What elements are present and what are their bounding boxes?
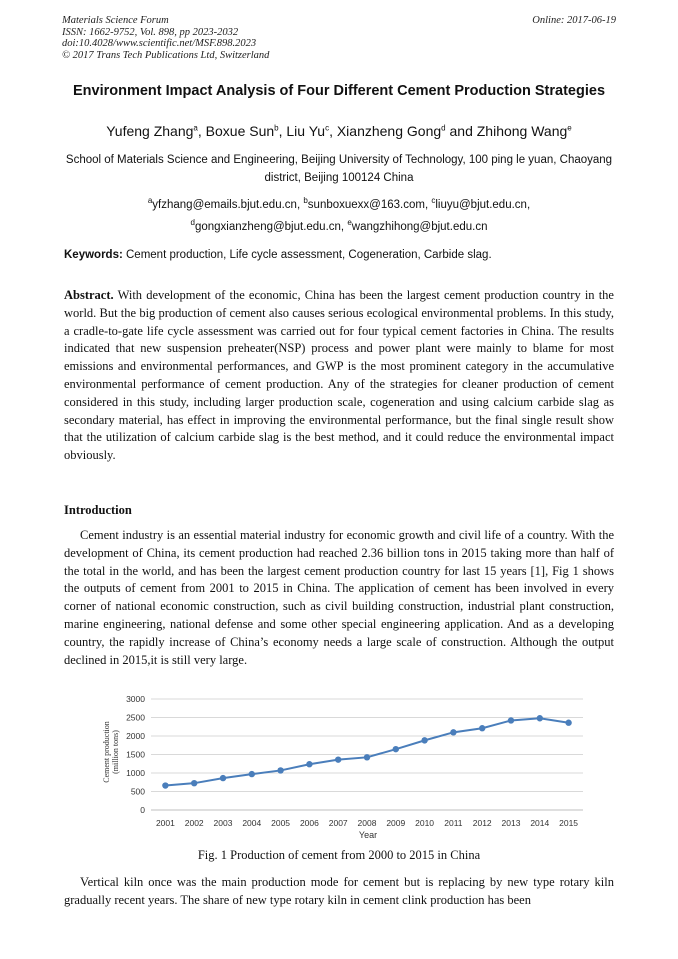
x-tick-label: 2010 bbox=[415, 818, 435, 828]
x-tick-label: 2007 bbox=[328, 818, 348, 828]
email-mark: e bbox=[347, 217, 352, 227]
x-axis-label: Year bbox=[358, 830, 378, 840]
email-separator: , bbox=[296, 198, 304, 211]
data-point bbox=[393, 746, 399, 752]
author-separator: , bbox=[278, 123, 287, 139]
author-list bbox=[40, 123, 638, 139]
author-name: Yufeng Zhang bbox=[106, 123, 194, 139]
data-point bbox=[421, 737, 427, 743]
email-address[interactable]: yfzhang@emails.bjut.edu.cn bbox=[152, 198, 297, 211]
author-name: Boxue Sun bbox=[205, 123, 275, 139]
data-point bbox=[508, 717, 514, 723]
x-tick-label: 2013 bbox=[501, 818, 521, 828]
data-point bbox=[537, 715, 543, 721]
author-separator: , bbox=[329, 123, 337, 139]
y-tick-label: 500 bbox=[130, 786, 145, 797]
data-point bbox=[335, 756, 341, 762]
x-tick-label: 2006 bbox=[299, 818, 319, 828]
author-affil-mark: b bbox=[274, 123, 279, 133]
series-line bbox=[165, 718, 568, 785]
author-affil-mark: a bbox=[193, 123, 198, 133]
y-tick-label: 1000 bbox=[126, 768, 145, 778]
data-point bbox=[220, 775, 226, 781]
email-address[interactable]: wangzhihong@bjut.edu.cn bbox=[351, 220, 488, 233]
cement-production-chart bbox=[96, 690, 586, 845]
x-tick-label: 2002 bbox=[184, 818, 204, 828]
chart-x-ticks bbox=[156, 818, 578, 828]
y-tick-label: 2500 bbox=[126, 712, 145, 723]
x-tick-label: 2004 bbox=[242, 818, 262, 828]
section-heading-introduction: Introduction bbox=[64, 503, 132, 517]
author-name: Liu Yu bbox=[286, 123, 326, 139]
x-tick-label: 2005 bbox=[271, 818, 291, 828]
doi-line: doi:10.4028/www.scientific.net/MSF.898.2023 bbox=[62, 38, 257, 49]
x-tick-label: 2003 bbox=[213, 818, 233, 828]
author-separator: and bbox=[445, 123, 477, 139]
x-tick-label: 2014 bbox=[530, 818, 550, 828]
keywords-text: Cement production, Life cycle assessment, Cogeneration, Carbide slag. bbox=[126, 249, 492, 261]
affiliation: School of Materials Science and Engineering, Beijing University of Technology, 100 ping le yuan, Chaoyang district, Beijing 100124 China bbox=[65, 154, 613, 184]
email-mark: d bbox=[190, 217, 195, 227]
author-name: Zhihong Wang bbox=[476, 123, 568, 139]
x-tick-label: 2011 bbox=[444, 818, 463, 828]
email-mark: b bbox=[303, 196, 308, 205]
author-affil-mark: d bbox=[441, 123, 446, 133]
y-axis-label-line2: (million tons) bbox=[111, 730, 120, 774]
online-date: Online: 2017-06-19 bbox=[532, 15, 616, 26]
x-tick-label: 2015 bbox=[559, 818, 579, 828]
data-point bbox=[306, 761, 312, 767]
email-address[interactable]: sunboxuexx@163.com bbox=[307, 198, 425, 211]
email-address[interactable]: liuyu@bjut.edu.cn bbox=[435, 198, 527, 211]
author-affil-mark: e bbox=[567, 123, 572, 133]
y-tick-label: 0 bbox=[140, 805, 145, 815]
data-point bbox=[450, 729, 456, 735]
issn-line: ISSN: 1662-9752, Vol. 898, pp 2023-2032 bbox=[62, 26, 239, 38]
data-point bbox=[249, 771, 255, 777]
data-point bbox=[364, 754, 370, 760]
figure-caption: Fig. 1 Production of cement from 2000 to 2015 in China bbox=[197, 848, 481, 862]
x-tick-label: 2012 bbox=[472, 818, 492, 828]
data-point bbox=[479, 725, 485, 731]
author-separator: , bbox=[197, 123, 206, 139]
x-tick-label: 2008 bbox=[357, 818, 377, 828]
chart-y-ticks bbox=[126, 694, 145, 815]
introduction-paragraph: Cement industry is an essential material industry for economic growth and civil life of a country. With the development of China, its cement production had reached 2.36 billion tons in 2015 taking more than half of the total in the world, and has been the largest cement production country for last 15 years [1], Fig 1 shows the outputs of cement from 2001 to 2015 in China. The application of cement has been involved in every corner of national economic construction, such as civil building construction, industrial plant construction, marine engineering, national defense and some other special engineering application. And as a developing country, the rapidly increase of China’s economy needs a large scale of construction. Although the output declined in 2015,it is still very large. bbox=[64, 528, 614, 667]
email-mark: a bbox=[147, 196, 153, 205]
y-tick-label: 2000 bbox=[126, 731, 145, 741]
email-separator: , bbox=[340, 220, 348, 233]
x-tick-label: 2001 bbox=[155, 818, 175, 828]
email-separator: , bbox=[526, 198, 531, 211]
abstract bbox=[64, 287, 614, 465]
email-separator: , bbox=[424, 198, 432, 211]
paper-title: Environment Impact Analysis of Four Different Cement Production Strategies bbox=[72, 83, 606, 99]
y-tick-label: 3000 bbox=[126, 694, 145, 704]
author-affil-mark: c bbox=[325, 123, 330, 133]
data-point bbox=[277, 767, 283, 773]
keywords bbox=[64, 249, 616, 261]
abstract-label: Abstract. bbox=[64, 288, 114, 302]
email-address[interactable]: gongxianzheng@bjut.edu.cn bbox=[194, 220, 341, 233]
author-name: Xianzheng Gong bbox=[336, 123, 442, 139]
data-point bbox=[162, 782, 168, 788]
keywords-label: Keywords: bbox=[64, 249, 123, 261]
y-axis-label-line1: Cement production bbox=[102, 721, 111, 783]
x-tick-label: 2009 bbox=[386, 818, 406, 828]
data-point bbox=[565, 720, 571, 726]
chart-data-points bbox=[162, 715, 572, 789]
data-point bbox=[191, 780, 197, 786]
abstract-text: With development of the economic, China has been the largest cement production country in the world. But the big production of cement also causes serious ecological environmental problems. In this study, a cradle-to-gate life cycle assessment was carried out for four typical cement factories in China. The results indicated that new suspension preheater(NSP) process and power plant were mainly to blame for most emissions and environmental performances, and GWP is the most prominent category in the accumulative environmental performance of cement production. Any of the strategies for cleaner production of cement considered in this study, including larger production scale, cogeneration and using calcium carbide slag as secondary material, has effect in improving the environmental performance, but the final single result show that the utilization of calcium carbide slag is the best method, and it could reduce the environmental impact obviously. bbox=[64, 288, 614, 463]
journal-name: Materials Science Forum bbox=[62, 15, 169, 26]
copyright-line: © 2017 Trans Tech Publications Ltd, Switzerland bbox=[62, 49, 270, 61]
email-list bbox=[62, 192, 616, 236]
email-mark: c bbox=[431, 196, 436, 205]
y-tick-label: 1500 bbox=[126, 749, 145, 760]
journal-header bbox=[62, 15, 616, 61]
introduction-paragraph-2: Vertical kiln once was the main production mode for cement but is replacing by new type rotary kiln gradually recent years. The share of new type rotary kiln in cement clink production has been bbox=[64, 875, 614, 907]
